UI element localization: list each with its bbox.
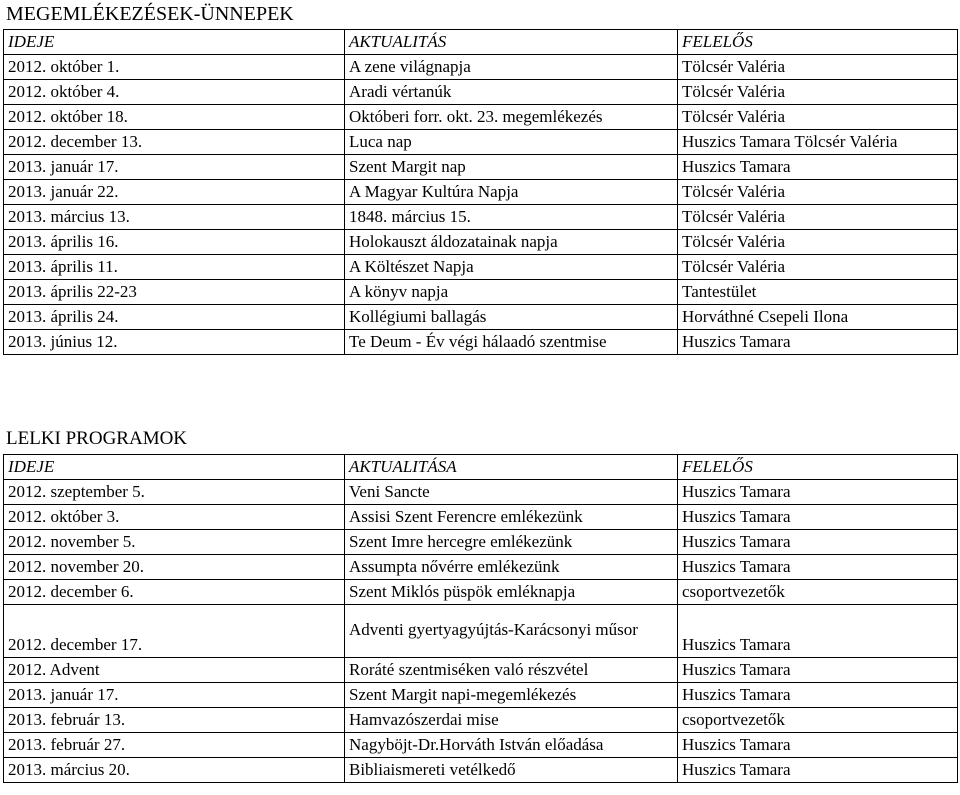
- cell-responsible: Tantestület: [678, 280, 958, 305]
- cell-responsible: Huszics Tamara: [678, 658, 958, 683]
- cell-date: 2013. április 24.: [4, 305, 345, 330]
- cell-event: 1848. március 15.: [345, 205, 678, 230]
- table-row: [4, 105, 958, 130]
- header-event: AKTUALITÁS: [345, 30, 678, 55]
- cell-responsible: Tölcsér Valéria: [678, 255, 958, 280]
- cell-event: A könyv napja: [345, 280, 678, 305]
- cell-responsible: Huszics Tamara: [678, 505, 958, 530]
- cell-responsible: Huszics Tamara: [678, 530, 958, 555]
- cell-responsible: csoportvezetők: [678, 708, 958, 733]
- cell-date: 2012. október 1.: [4, 55, 345, 80]
- section-title-spiritual-programs: LELKI PROGRAMOK: [6, 428, 188, 449]
- header-responsible: FELELŐS: [678, 30, 958, 55]
- cell-date: 2013. április 16.: [4, 230, 345, 255]
- cell-date: 2013. január 17.: [4, 155, 345, 180]
- table-row: [4, 758, 958, 783]
- cell-date: 2013. március 20.: [4, 758, 345, 783]
- header-date: IDEJE: [4, 30, 345, 55]
- cell-responsible: Huszics Tamara: [678, 480, 958, 505]
- cell-date: 2013. január 17.: [4, 683, 345, 708]
- cell-event: Holokauszt áldozatainak napja: [345, 230, 678, 255]
- cell-responsible: Huszics Tamara: [678, 555, 958, 580]
- cell-event: Nagyböjt-Dr.Horváth István előadása: [345, 733, 678, 758]
- cell-date: 2013. február 27.: [4, 733, 345, 758]
- cell-responsible: Huszics Tamara Tölcsér Valéria: [678, 130, 958, 155]
- cell-responsible: Tölcsér Valéria: [678, 80, 958, 105]
- cell-event: A zene világnapja: [345, 55, 678, 80]
- cell-date: 2012. november 20.: [4, 555, 345, 580]
- header-responsible: FELELŐS: [678, 455, 958, 480]
- header-date: IDEJE: [4, 455, 345, 480]
- commemorations-table: [3, 29, 958, 355]
- table-row: [4, 658, 958, 683]
- table-row: [4, 230, 958, 255]
- cell-event: Kollégiumi ballagás: [345, 305, 678, 330]
- cell-date: 2012. október 4.: [4, 80, 345, 105]
- cell-date: 2013. június 12.: [4, 330, 345, 355]
- table-row: [4, 180, 958, 205]
- cell-date: 2012. október 3.: [4, 505, 345, 530]
- cell-responsible: Huszics Tamara: [678, 683, 958, 708]
- table-row: [4, 305, 958, 330]
- cell-event: Veni Sancte: [345, 480, 678, 505]
- cell-responsible: Tölcsér Valéria: [678, 205, 958, 230]
- cell-responsible: Huszics Tamara: [678, 155, 958, 180]
- table-row: [4, 480, 958, 505]
- cell-responsible: Tölcsér Valéria: [678, 230, 958, 255]
- cell-event: Szent Margit nap: [345, 155, 678, 180]
- cell-responsible: Huszics Tamara: [678, 330, 958, 355]
- table-row: [4, 733, 958, 758]
- cell-event: Bibliaismereti vetélkedő: [345, 758, 678, 783]
- header-row: [4, 30, 958, 55]
- cell-responsible: Huszics Tamara: [678, 758, 958, 783]
- cell-date: 2013. február 13.: [4, 708, 345, 733]
- table-row: [4, 555, 958, 580]
- cell-responsible: Horváthné Csepeli Ilona: [678, 305, 958, 330]
- table-row: [4, 255, 958, 280]
- cell-event: A Költészet Napja: [345, 255, 678, 280]
- cell-event: Adventi gyertyagyújtás-Karácsonyi műsor: [345, 605, 678, 658]
- spiritual-programs-table: [3, 454, 958, 783]
- cell-date: 2012. október 18.: [4, 105, 345, 130]
- cell-responsible: Tölcsér Valéria: [678, 105, 958, 130]
- cell-event: A Magyar Kultúra Napja: [345, 180, 678, 205]
- cell-event: Roráté szentmiséken való részvétel: [345, 658, 678, 683]
- cell-date: 2013. április 22-23: [4, 280, 345, 305]
- table-row: [4, 80, 958, 105]
- cell-event: Szent Margit napi-megemlékezés: [345, 683, 678, 708]
- cell-date: 2013. január 22.: [4, 180, 345, 205]
- table-row: [4, 683, 958, 708]
- table-row: [4, 580, 958, 605]
- cell-date: 2012. december 13.: [4, 130, 345, 155]
- cell-responsible: Huszics Tamara: [678, 733, 958, 758]
- table-row: [4, 708, 958, 733]
- cell-responsible: Tölcsér Valéria: [678, 55, 958, 80]
- cell-event: Szent Miklós püspök emléknapja: [345, 580, 678, 605]
- cell-date: 2012. november 5.: [4, 530, 345, 555]
- table-row: [4, 605, 958, 658]
- table-row: [4, 55, 958, 80]
- cell-date: 2013. március 13.: [4, 205, 345, 230]
- cell-responsible: Tölcsér Valéria: [678, 180, 958, 205]
- cell-event: Te Deum - Év végi hálaadó szentmise: [345, 330, 678, 355]
- table-row: [4, 155, 958, 180]
- cell-date: 2012. Advent: [4, 658, 345, 683]
- cell-date: 2012. szeptember 5.: [4, 480, 345, 505]
- cell-event: Aradi vértanúk: [345, 80, 678, 105]
- table-row: [4, 280, 958, 305]
- cell-date: 2012. december 17.: [4, 605, 345, 658]
- table-row: [4, 130, 958, 155]
- header-row: [4, 455, 958, 480]
- cell-event: Assumpta nővérre emlékezünk: [345, 555, 678, 580]
- cell-date: 2013. április 11.: [4, 255, 345, 280]
- table-row: [4, 205, 958, 230]
- section-title-commemorations: MEGEMLÉKEZÉSEK-ÜNNEPEK: [6, 3, 294, 25]
- cell-date: 2012. december 6.: [4, 580, 345, 605]
- cell-event: Októberi forr. okt. 23. megemlékezés: [345, 105, 678, 130]
- cell-responsible: csoportvezetők: [678, 580, 958, 605]
- table-row: [4, 505, 958, 530]
- cell-event: Szent Imre hercegre emlékezünk: [345, 530, 678, 555]
- cell-event: Assisi Szent Ferencre emlékezünk: [345, 505, 678, 530]
- cell-responsible: Huszics Tamara: [678, 605, 958, 658]
- cell-event: Luca nap: [345, 130, 678, 155]
- table-row: [4, 330, 958, 355]
- table-row: [4, 530, 958, 555]
- cell-event: Hamvazószerdai mise: [345, 708, 678, 733]
- header-event: AKTUALITÁSA: [345, 455, 678, 480]
